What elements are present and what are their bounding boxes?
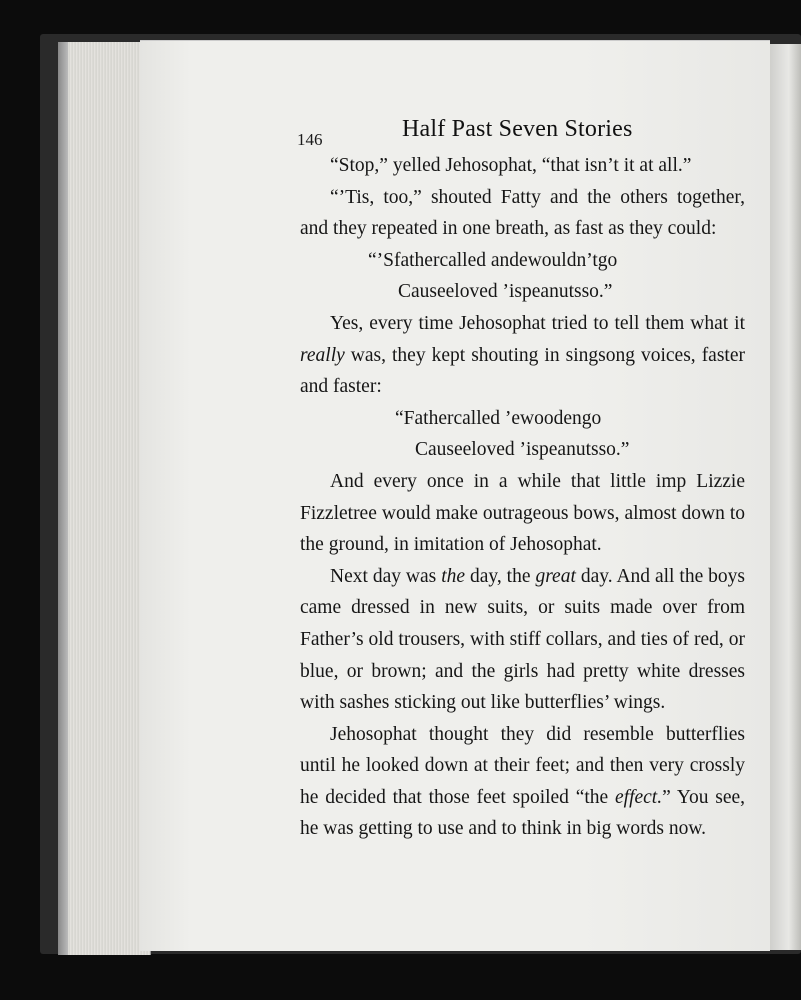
text-run: day. And all the boys came dressed in new suits, or suits made over from Father’s old trousers, with stiff collars, and ties of red, or blue, or brown; and the girls had pretty white dresses with sashes sticking out like butterflies’ wings. [300, 565, 745, 714]
verse-line: Causeeloved ’ispeanutsso.” [415, 439, 630, 461]
text-run: Next day was [330, 565, 442, 587]
text-run: Jehosophat thought they did resemble butterflies until he looked down at their feet; and then very crossly he decided that those feet spoiled “the [300, 723, 745, 808]
emphasis: the [441, 565, 466, 587]
paragraph: “’Tis, too,” shouted Fatty and the others together, and they repeated in one breath, as fast as they could: [300, 186, 745, 240]
facing-page-edge [770, 44, 801, 950]
page-edges [58, 42, 151, 955]
paragraph [300, 561, 745, 719]
emphasis: effect. [615, 786, 663, 808]
page-number: 146 [297, 130, 323, 149]
text-run: day, the [465, 565, 536, 587]
verse-line: “’Sfathercalled andewouldn’tgo [368, 249, 618, 271]
verse-line: “Fathercalled ’ewoodengo [395, 407, 602, 429]
text-run: Yes, every time Jehosophat tried to tell them what it [330, 312, 745, 334]
page-edges-shadow [58, 42, 68, 955]
verse-line: Causeeloved ’ispeanutsso.” [398, 281, 613, 303]
paragraph [300, 308, 745, 403]
text-run: was, they kept shouting in singsong voices, faster and faster: [300, 344, 745, 398]
body-text [300, 150, 745, 845]
paragraph: And every once in a while that little imp Lizzie Fizzletree would make outrageous bows, almost down to the ground, in imitation of Jehosophat. [300, 470, 745, 556]
emphasis: really [300, 344, 345, 366]
running-head: Half Past Seven Stories [402, 116, 633, 142]
emphasis: great [535, 565, 576, 587]
paragraph: “Stop,” yelled Jehosophat, “that isn’t it at all.” [330, 155, 692, 176]
text-run: ” You see, he was getting to use and to think in big words now. [300, 786, 746, 840]
paragraph [300, 719, 745, 845]
